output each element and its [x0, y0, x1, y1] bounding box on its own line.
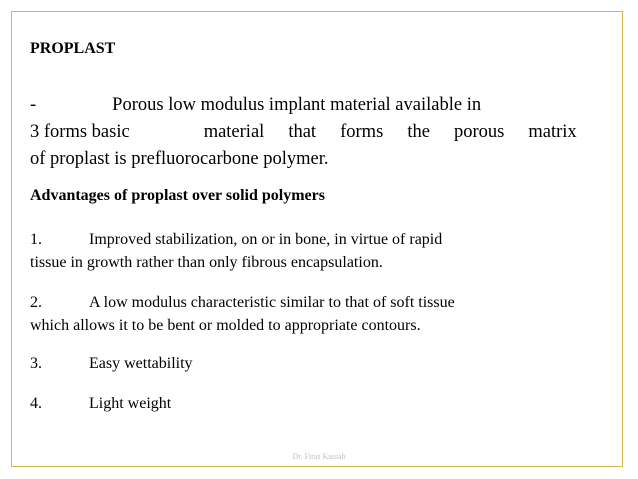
intro-line-2 — [30, 119, 605, 146]
intro-word: matrix — [528, 122, 577, 142]
intro-word: the — [407, 122, 430, 142]
intro-line-1 — [30, 92, 605, 119]
intro-line-2-justified — [204, 119, 577, 146]
item-text-continued: tissue in growth rather than only fibrous encapsulation. — [30, 254, 383, 271]
item-number: 3. — [30, 355, 42, 372]
advantages-heading: Advantages of proplast over solid polymers — [30, 187, 325, 204]
slide-title: PROPLAST — [30, 40, 116, 57]
intro-line-3: of proplast is prefluorocarbone polymer. — [30, 149, 329, 169]
item-text: A low modulus characteristic similar to that of soft tissue — [89, 294, 455, 311]
intro-word: forms — [340, 122, 384, 142]
intro-line-2-lead: 3 forms basic — [30, 122, 130, 142]
intro-paragraph — [30, 92, 605, 173]
item-number: 4. — [30, 395, 42, 412]
intro-dash: - — [30, 95, 37, 115]
advantage-item-1 — [30, 228, 442, 274]
advantage-item-3 — [30, 352, 193, 375]
intro-word: that — [288, 122, 317, 142]
intro-line-1-text: Porous low modulus implant material available in — [112, 95, 482, 115]
item-text: Improved stabilization, on or in bone, in virtue of rapid — [89, 231, 443, 248]
advantage-item-2 — [30, 291, 455, 337]
item-text: Light weight — [89, 395, 172, 412]
intro-word: porous — [453, 122, 505, 142]
item-text-continued: which allows it to be bent or molded to appropriate contours. — [30, 317, 421, 334]
item-text: Easy wettability — [89, 355, 193, 372]
item-number: 1. — [30, 231, 42, 248]
intro-word: material — [203, 122, 265, 142]
footer-author: Dr. Firas Kassab — [292, 452, 346, 461]
item-number: 2. — [30, 294, 42, 311]
advantage-item-4 — [30, 392, 171, 415]
